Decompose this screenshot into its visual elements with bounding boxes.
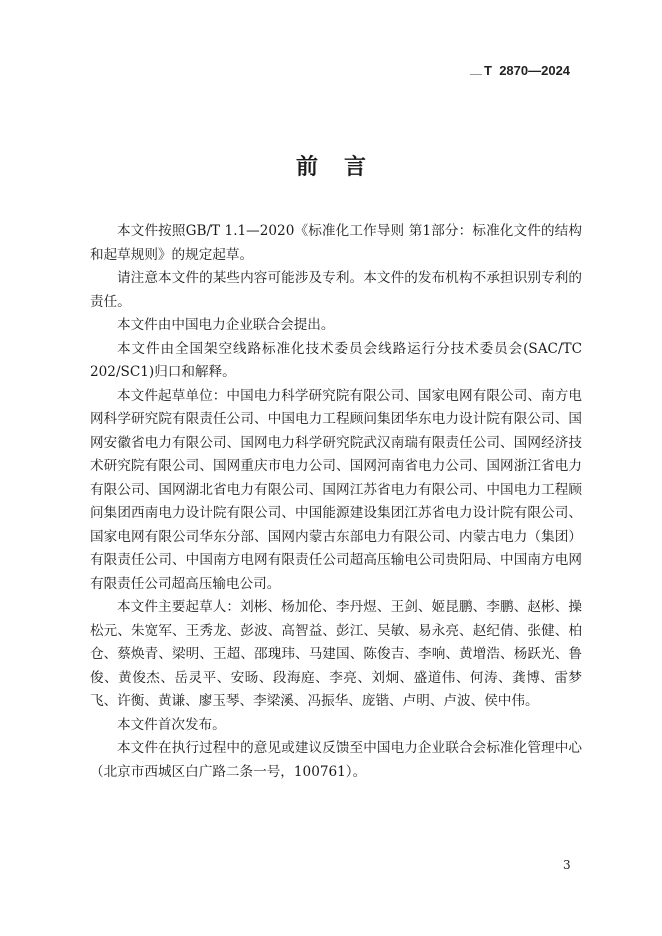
paragraph-drafting-rules: 本文件按照GB/T 1.1—2020《标准化工作导则 第1部分：标准化文件的结构和起草规则》的规定起草。 (90, 223, 582, 263)
doc-code-prefix: T (484, 63, 492, 78)
paragraph-first-release: 本文件首次发布。 (117, 716, 226, 733)
doc-code-prefix-line (470, 64, 482, 75)
paragraph-drafters: 本文件主要起草人：刘彬、杨加伦、李丹煜、王剑、姬昆鹏、李鹏、赵彬、操松元、朱宽军、王秀龙、彭波、高智益、彭江、吴敏、易永亮、赵纪倩、张健、柏仓、蔡焕青、梁明、王超、邵瑰玮、马建国、陈俊吉、李响、黄增浩、杨跃光、鲁俊、黄俊杰、岳灵平、安旸、段海庭、李亮、刘炯、盛道伟、何涛、龚博、雷梦飞、许衡、黄谦、廖玉琴、李梁溪、冯振华、庞锴、卢明、卢波、侯中伟。 (90, 599, 582, 709)
paragraph-drafting-units: 本文件起草单位：中国电力科学研究院有限公司、国家电网有限公司、南方电网科学研究院有限责任公司、中国电力工程顾问集团华东电力设计院有限公司、国网安徽省电力有限公司、国网电力科学研究院武汉南瑞有限责任公司、国网经济技术研究院有限公司、国网重庆市电力公司、国网河南省电力公司、国网浙江省电力有限公司、国网湖北省电力有限公司、国网江苏省电力有限公司、中国电力工程顾问集团西南电力设计院有限公司、中国能源建设集团江苏省电力设计院有限公司、国家电网有限公司华东分部、国网内蒙古东部电力有限公司、内蒙古电力（集团）有限责任公司、中国南方电网有限责任公司超高压输电公司贵阳局、中国南方电网有限责任公司超高压输电公司。 (90, 387, 582, 592)
foreword-body (90, 220, 582, 784)
page-title: 前言 (295, 155, 392, 180)
page-number: 3 (563, 858, 571, 872)
paragraph-patent-notice: 请注意本文件的某些内容可能涉及专利。本文件的发布机构不承担识别专利的责任。 (90, 270, 582, 310)
doc-code-number: 2870—2024 (499, 63, 571, 78)
paragraph-managed-by: 本文件由全国架空线路标准化技术委员会线路运行分技术委员会(SAC/TC 202/SC1)归口和解释。 (90, 340, 582, 380)
document-code (470, 63, 570, 78)
paragraph-feedback: 本文件在执行过程中的意见或建议反馈至中国电力企业联合会标准化管理中心（北京市西城区白广路二条一号，100761）。 (90, 740, 582, 780)
paragraph-proposed-by: 本文件由中国电力企业联合会提出。 (117, 317, 335, 333)
